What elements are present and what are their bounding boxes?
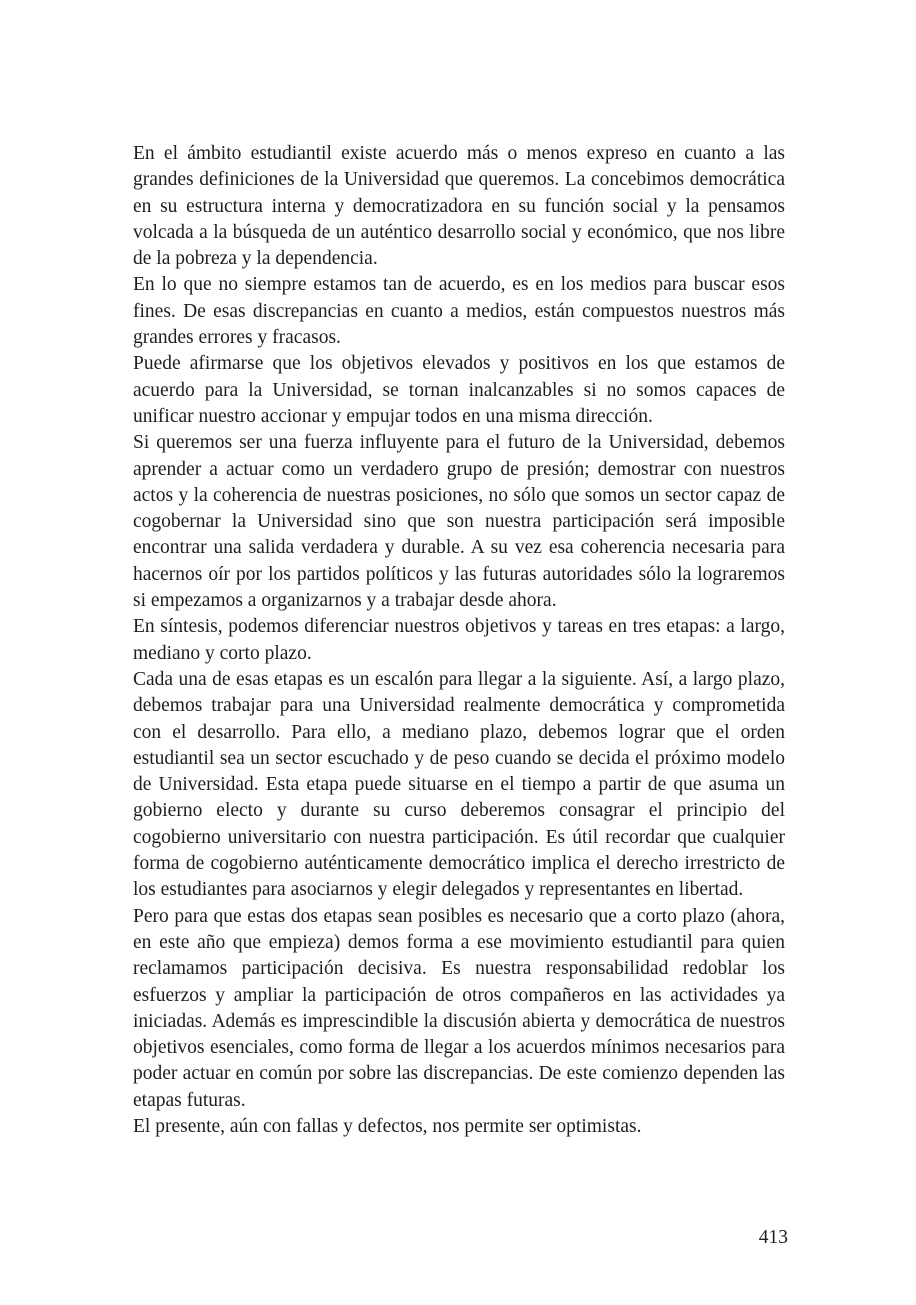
paragraph: Si queremos ser una fuerza influyente para el futuro de la Universidad, debemos aprender a actuar como un verdadero grupo de presión; demostrar con nuestros actos y la coherencia de nuestras posiciones, no sólo que somos un sector capaz de cogobernar la Universidad sino que son nuestra participación será imposible encontrar una salida verdadera y durable. A su vez esa coherencia necesaria para hacernos oír por los partidos políticos y las futuras autoridades sólo la lograremos si empezamos a organizarnos y a trabajar desde ahora. — [133, 432, 785, 612]
paragraph: El presente, aún con fallas y defectos, nos permite ser optimistas. — [133, 1115, 642, 1137]
paragraph: Pero para que estas dos etapas sean posibles es necesario que a corto plazo (ahora, en este año que empieza) demos forma a ese movimiento estudiantil para quien reclamamos participación decisiva. Es nuestra responsabilidad redoblar los esfuerzos y ampliar la participación de otros compañeros en las actividades ya iniciadas. Además es imprescindible la discusión abierta y democrática de nuestros objetivos esenciales, como forma de llegar a los acuerdos mínimos necesarios para poder actuar en común por sobre las discrepancias. De este comienzo dependen las etapas futuras. — [133, 905, 785, 1111]
paragraph: En síntesis, podemos diferenciar nuestros objetivos y tareas en tres etapas: a largo, mediano y corto plazo. — [133, 616, 785, 664]
page-number: 413 — [758, 1227, 788, 1248]
paragraph: Cada una de esas etapas es un escalón para llegar a la siguiente. Así, a largo plazo, debemos trabajar para una Universidad realmente democrática y comprometida con el desarrollo. Para ello, a mediano plazo, debemos lograr que el orden estudiantil sea un sector escuchado y de peso cuando se decida el próximo modelo de Universidad. Esta etapa puede situarse en el tiempo a partir de que asuma un gobierno electo y durante su curso deberemos consagrar el principio del cogobierno universitario con nuestra participación. Es útil recordar que cualquier forma de cogobierno auténticamente democrático implica el derecho irrestricto de los estudiantes para asociarnos y elegir delegados y representantes en libertad. — [133, 668, 785, 901]
paragraph: Puede afirmarse que los objetivos elevados y positivos en los que estamos de acuerdo para la Universidad, se tornan inalcanzables si no somos capaces de unificar nuestro accionar y empujar todos en una misma dirección. — [133, 353, 785, 427]
body-text — [133, 141, 785, 1140]
paragraph: En el ámbito estudiantil existe acuerdo más o menos expreso en cuanto a las grandes definiciones de la Universidad que queremos. La concebimos democrática en su estructura interna y democratizadora en su función social y la pensamos volcada a la búsqueda de un auténtico desarrollo social y económico, que nos libre de la pobreza y la dependencia. — [133, 143, 785, 270]
paragraph: En lo que no siempre estamos tan de acuerdo, es en los medios para buscar esos fines. De esas discrepancias en cuanto a medios, están compuestos nuestros más grandes errores y fracasos. — [133, 274, 785, 349]
